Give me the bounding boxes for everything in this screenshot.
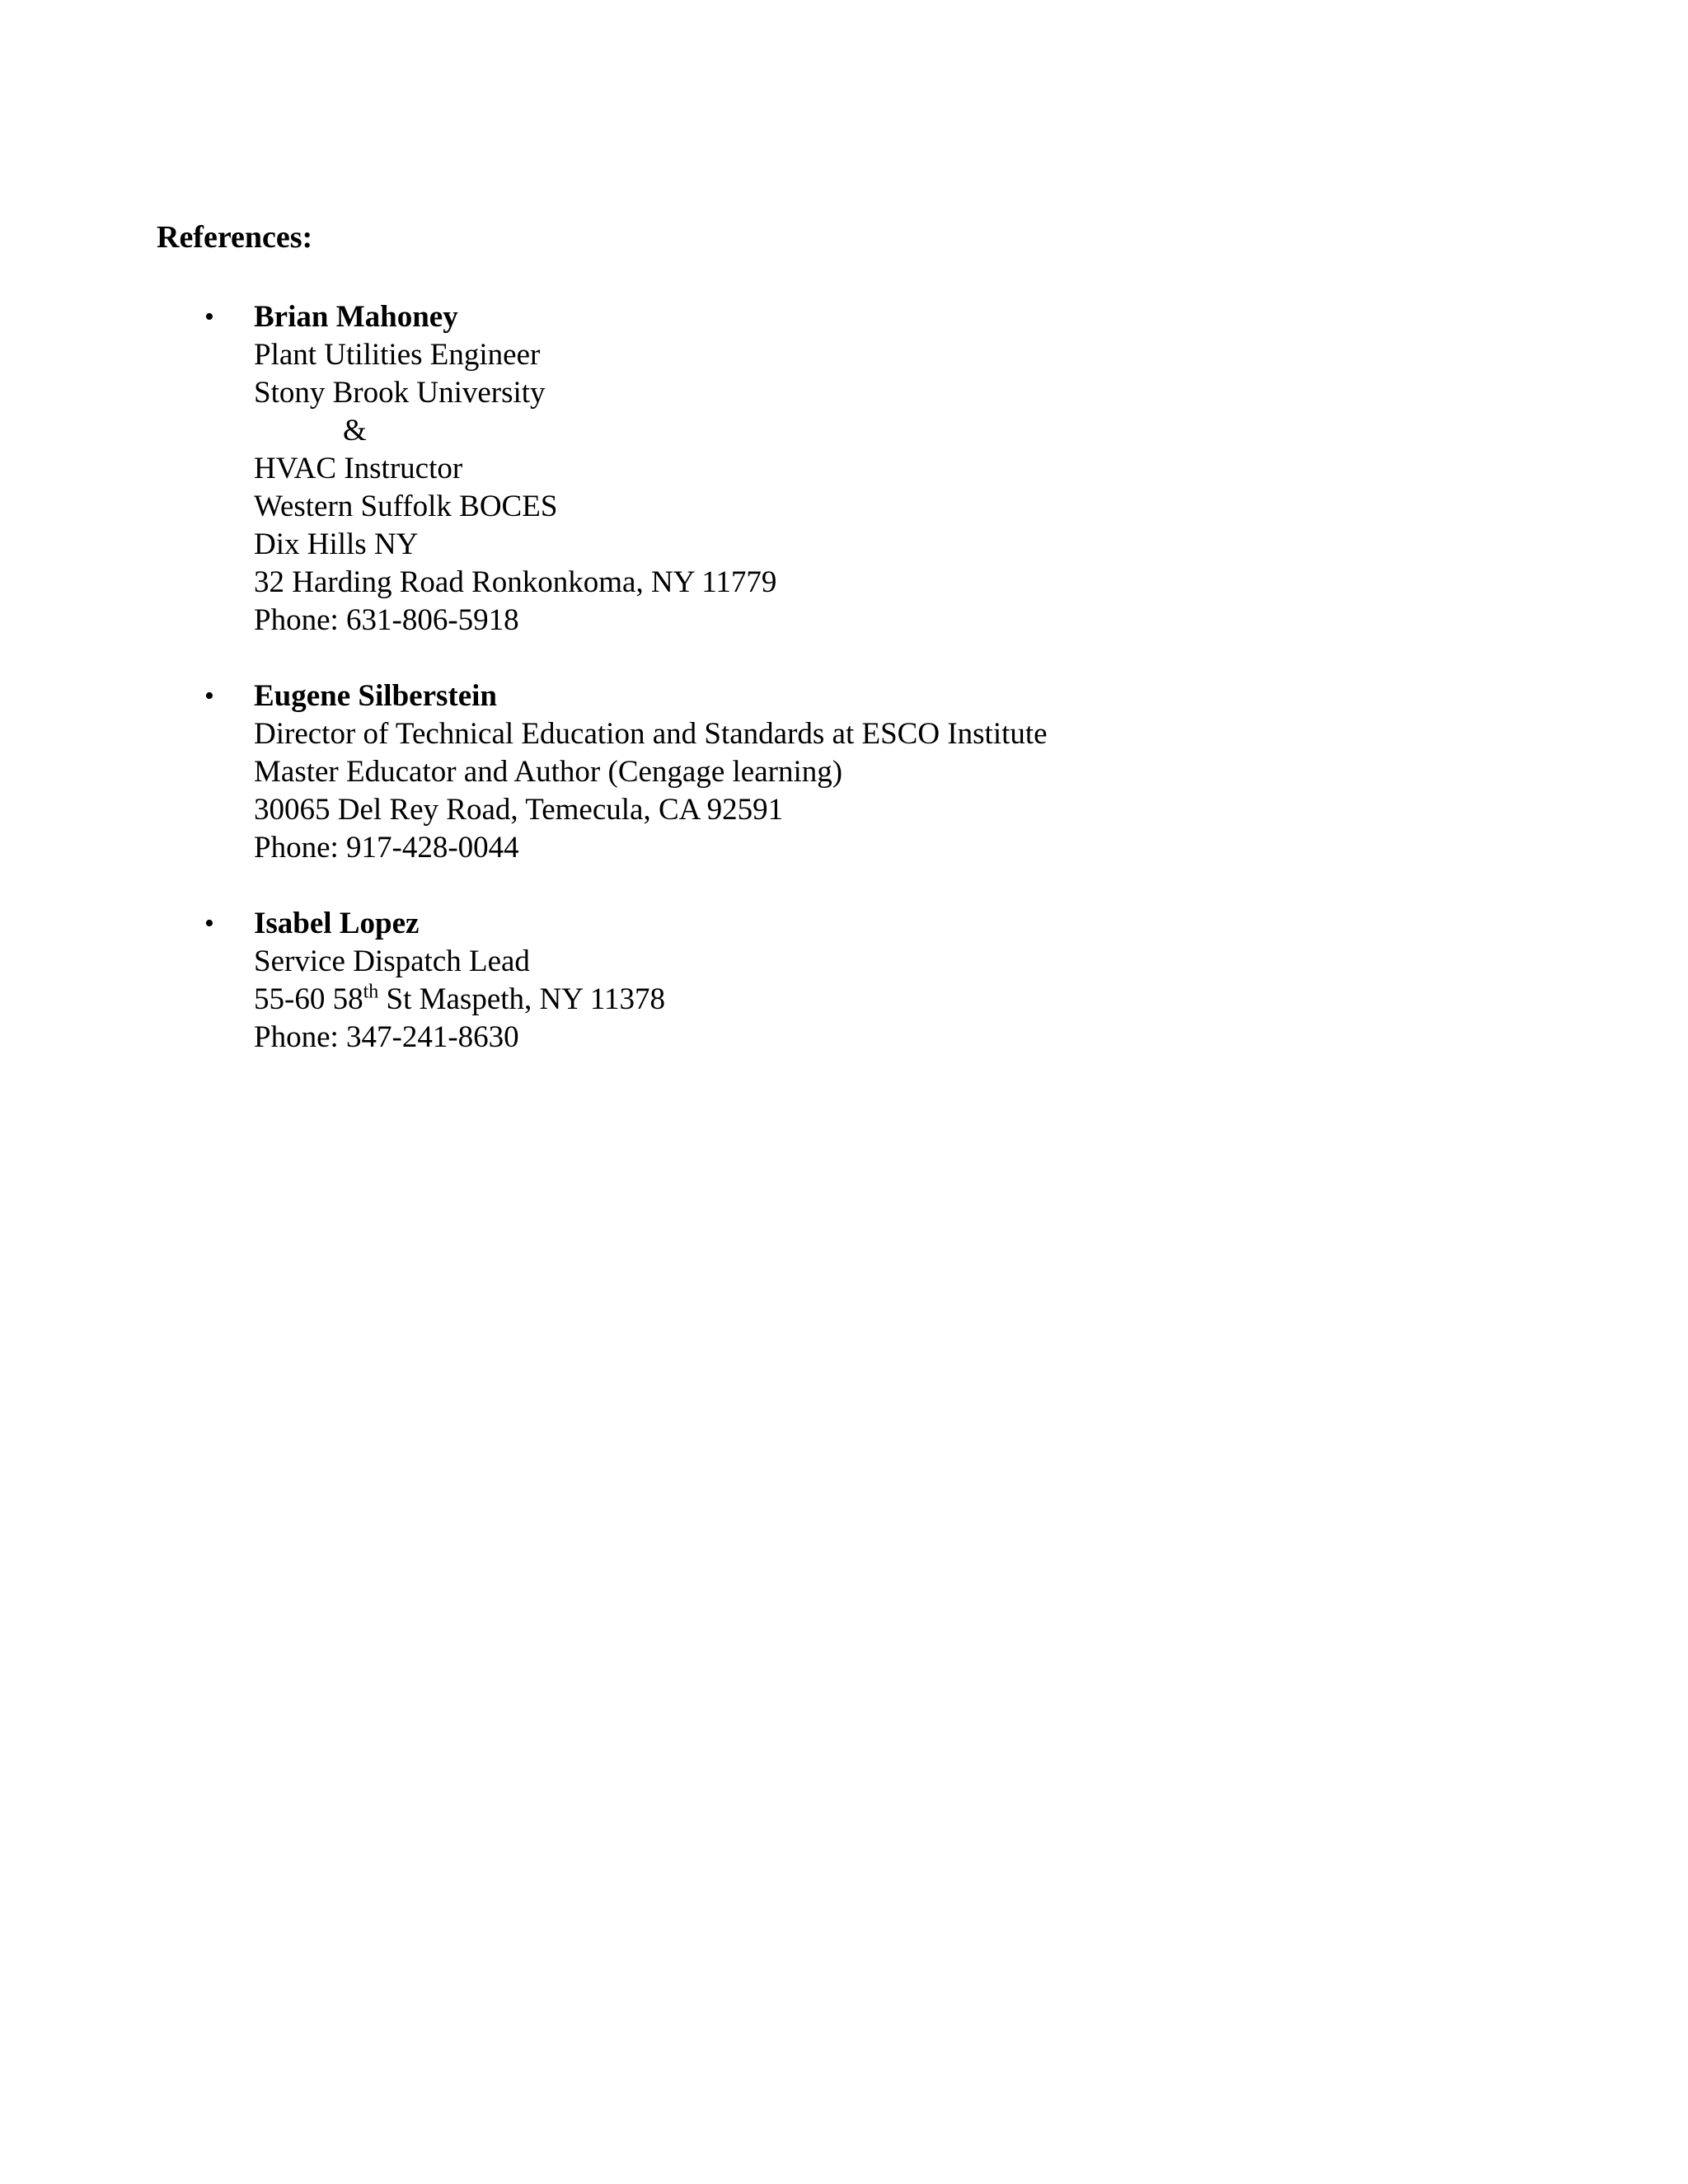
reference-title: HVAC Instructor <box>254 452 463 485</box>
reference-item <box>204 298 777 640</box>
reference-name: Brian Mahoney <box>254 300 458 334</box>
bullet-icon: • <box>204 681 214 711</box>
references-heading: References: <box>157 220 313 255</box>
reference-phone: Phone: 347-241-8630 <box>254 1020 519 1054</box>
reference-address <box>254 981 665 1019</box>
address-suffix: St Maspeth, NY 11378 <box>378 982 665 1016</box>
reference-organization: Stony Brook University <box>254 376 546 410</box>
reference-title: Plant Utilities Engineer <box>254 338 541 372</box>
reference-address: 32 Harding Road Ronkonkoma, NY 11779 <box>254 565 777 599</box>
reference-address: 30065 Del Rey Road, Temecula, CA 92591 <box>254 793 784 827</box>
reference-phone: Phone: 631-806-5918 <box>254 603 519 637</box>
bullet-icon: • <box>204 302 214 332</box>
reference-phone: Phone: 917-428-0044 <box>254 831 519 865</box>
bullet-icon: • <box>204 908 214 939</box>
reference-location: Dix Hills NY <box>254 527 419 561</box>
address-superscript: th <box>363 981 379 1003</box>
address-prefix: 55-60 58 <box>254 982 363 1016</box>
reference-title: Director of Technical Education and Standards at ESCO Institute <box>254 717 1048 751</box>
reference-item <box>204 677 1048 867</box>
reference-name: Eugene Silberstein <box>254 679 497 713</box>
reference-ampersand: & <box>343 414 367 448</box>
reference-title: Master Educator and Author (Cengage learning) <box>254 755 843 789</box>
reference-name: Isabel Lopez <box>254 907 420 940</box>
reference-item <box>204 905 665 1057</box>
reference-title: Service Dispatch Lead <box>254 944 530 978</box>
reference-organization: Western Suffolk BOCES <box>254 490 558 523</box>
